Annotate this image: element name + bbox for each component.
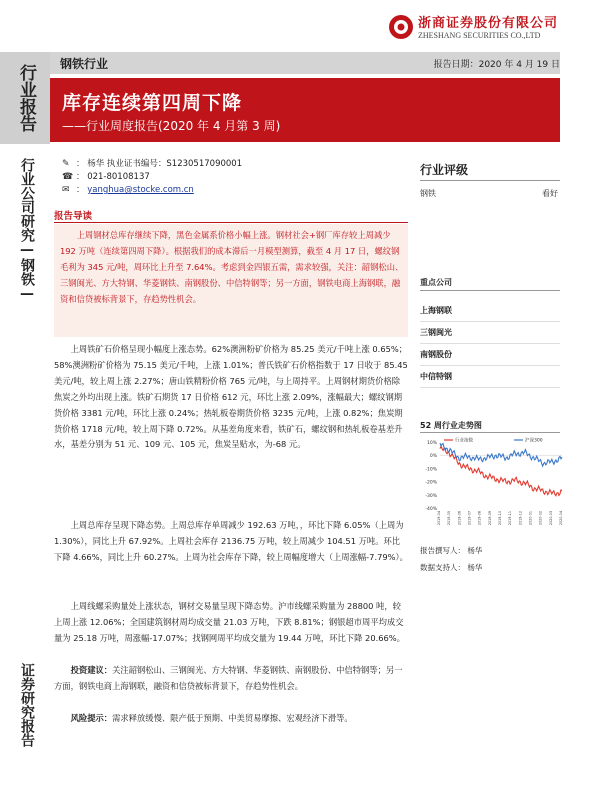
y-tick-label: 10% xyxy=(426,441,437,446)
body-paragraph-1: 上周铁矿石价格呈现小幅度上涨态势。62%澳洲粉矿价格为 85.25 美元/千吨上涨 0.65%；58%澳洲粉矿价格为 75.15 美元/千吨，上涨 1.01%；普氏铁矿石价格指数于 17 日收于 85.45 美元/吨，较上周上涨 2.27%；唐山铁精粉价格 765 元/吨，与上周持平。上周钢材期货价格除焦炭之外均出现上涨。铁矿石期货 17 日价格 612 元，环比上涨 2.09%，涨幅最大；螺纹钢期货价格 3381 元/吨，环比上涨 0.24%；热轧板卷期货价格 3235 元/吨，上涨 0.82%；焦炭期货价格 1718 元/吨，较上周下降 0.72%。从基差角度来看，铁矿石，螺纹钢和热轧板卷基差升水，基差分别为 51 元、109 元、105 元，焦炭呈贴水，为-68 元。 xyxy=(54,344,408,450)
risk-label: 风险提示： xyxy=(70,713,113,723)
industry-label: 钢铁行业 xyxy=(60,57,109,71)
y-tick-label: -30% xyxy=(425,493,437,499)
key-companies-divider xyxy=(420,290,560,291)
key-companies-title: 重点公司 xyxy=(420,278,452,287)
guide-divider xyxy=(54,222,408,223)
mail-icon: ✉ xyxy=(62,185,70,195)
trend-chart-title: 52 周行业走势图 xyxy=(420,421,482,430)
report-subtitle: ——行业周度报告(2020 年 4 月第 3 周) xyxy=(62,119,281,133)
zheshang-logo-icon xyxy=(388,14,414,40)
analyst-text: ： 杨华 执业证书编号：S1230517090001 xyxy=(76,159,243,169)
summary-text: 上周钢材总库存继续下降，黑色金属系价格小幅上涨。钢材社会+钢厂库存较上周减少 192 万吨（连续第四周下降）。根据我们的成本滞后一月模型测算，截至 4 月 17 日，螺纹钢毛利为 345 元/吨，周环比上升至 7.64%。考虑到金四银五需，需求较强，关注：韶钢松山、三钢闽光、方大特钢、华菱钢铁、南钢股份、中信特钢等；另一方面，钢铁电商上海钢联，融资和信贷被标背景下，存趋势性机会。 xyxy=(60,230,404,304)
x-tick-label: 2020-02 xyxy=(538,511,543,526)
company-name: 上海钢联 xyxy=(420,306,452,315)
x-tick-label: 2019-07 xyxy=(467,511,472,526)
sidebar-mid-label: 行业公司研究—钢铁— xyxy=(19,158,35,302)
x-tick-label: 2019-05 xyxy=(447,511,452,526)
company-name: 南钢股份 xyxy=(420,350,452,359)
guide-heading: 报告导读 xyxy=(54,211,93,222)
body-paragraph-5 xyxy=(54,711,408,727)
y-tick-label: -40% xyxy=(425,507,437,512)
company-item xyxy=(420,366,560,388)
company-item xyxy=(420,322,560,344)
rating-value: 看好 xyxy=(542,189,558,198)
x-tick-label: 2020-01 xyxy=(528,511,533,526)
x-tick-label: 2019-10 xyxy=(498,511,502,526)
body-paragraph-2: 上周总库存呈现下降态势。上周总库存单周减少 192.63 万吨，，环比下降 6.05%（上周为 1.30%），同比上升 67.92%。上周社会库存 2136.75 万吨，较上周减少 104.51 万吨。环比下降 4.66%，同比上升 60.27%。上周为社会库存下降，较上周幅度增大（上周涨幅-7.79%）。 xyxy=(54,520,408,562)
x-tick-label: 2019-11 xyxy=(508,511,513,526)
email-link[interactable]: yanghua@stocke.com.cn xyxy=(87,185,194,195)
investment-label: 投资建议： xyxy=(70,665,113,675)
x-tick-label: 2019-06 xyxy=(457,511,462,526)
risk-text: 需求释放缓慢、限产低于预期、中美贸易摩擦、宏观经济下滑等。 xyxy=(112,713,353,723)
y-tick-label: 0% xyxy=(429,454,437,460)
series-line xyxy=(440,443,562,466)
analyst-writer: 报告撰写人： 杨华 xyxy=(420,546,483,555)
phone-text: ： 021-80108137 xyxy=(76,172,150,182)
legend-label: 行业指数 xyxy=(455,438,473,444)
company-name: 中信特钢 xyxy=(420,372,452,381)
y-tick-label: -10% xyxy=(425,467,437,473)
body-paragraph-3: 上周线螺采购量处上涨状态，钢材交易量呈现下降态势。沪市线螺采购量为 28800 吨，较上周上涨 12.06%；全国建筑钢材周均成交量 21.03 万吨，下跌 8.81%；钢银超市周平均成交量为 25.18 万吨，周涨幅-17.07%；找钢网周平均成交量为 19.44 万吨，环比下降 20.66%。 xyxy=(54,601,405,643)
x-tick-label: 2019-09 xyxy=(487,511,492,526)
phone-icon: ☎ xyxy=(62,172,74,182)
x-tick-label: 2020-04 xyxy=(559,511,563,526)
rating-sector: 钢铁 xyxy=(420,189,436,198)
series-line xyxy=(440,446,562,496)
rating-title: 行业评级 xyxy=(420,163,469,177)
sidebar-bottom-label: 证券研究报告 xyxy=(19,663,35,747)
company-name-cn: 浙商证券股份有限公司 xyxy=(418,16,559,31)
contact-email xyxy=(62,183,194,195)
company-item xyxy=(420,344,560,366)
x-tick-label: 2019-12 xyxy=(518,511,523,526)
investment-text: 关注韶钢松山、三钢闽光、方大特钢、华菱钢铁、南钢股份、中信特钢等；另一方面，钢铁电商上海钢联，融资和信贷被标背景下，存趋势性机会。 xyxy=(54,665,403,691)
body-paragraph-4 xyxy=(54,663,408,695)
company-name: 三钢闽光 xyxy=(420,328,452,337)
rating-divider xyxy=(420,180,560,181)
x-tick-label: 2020-03 xyxy=(548,511,553,526)
trend-chart xyxy=(418,436,564,532)
pen-icon: ✎ xyxy=(62,159,70,169)
x-tick-label: 2019-04 xyxy=(437,511,441,526)
contact-phone xyxy=(62,170,150,182)
report-date: 报告日期：2020 年 4 月 19 日 xyxy=(433,60,560,70)
legend-label: 沪深300 xyxy=(525,438,543,444)
company-item xyxy=(420,300,560,322)
report-title: 库存连续第四周下降 xyxy=(62,92,243,114)
trend-divider xyxy=(420,432,560,433)
sidebar-top-label: 行业报告 xyxy=(16,64,36,132)
company-name-en: ZHESHANG SECURITIES CO.,LTD xyxy=(418,31,541,40)
contact-analyst xyxy=(62,157,242,169)
email-prefix: ： xyxy=(76,185,88,195)
y-tick-label: -20% xyxy=(425,480,437,486)
sidebar-report-type xyxy=(0,52,50,144)
x-tick-label: 2019-08 xyxy=(477,511,482,526)
data-supporter: 数据支持人： 杨华 xyxy=(420,563,483,572)
